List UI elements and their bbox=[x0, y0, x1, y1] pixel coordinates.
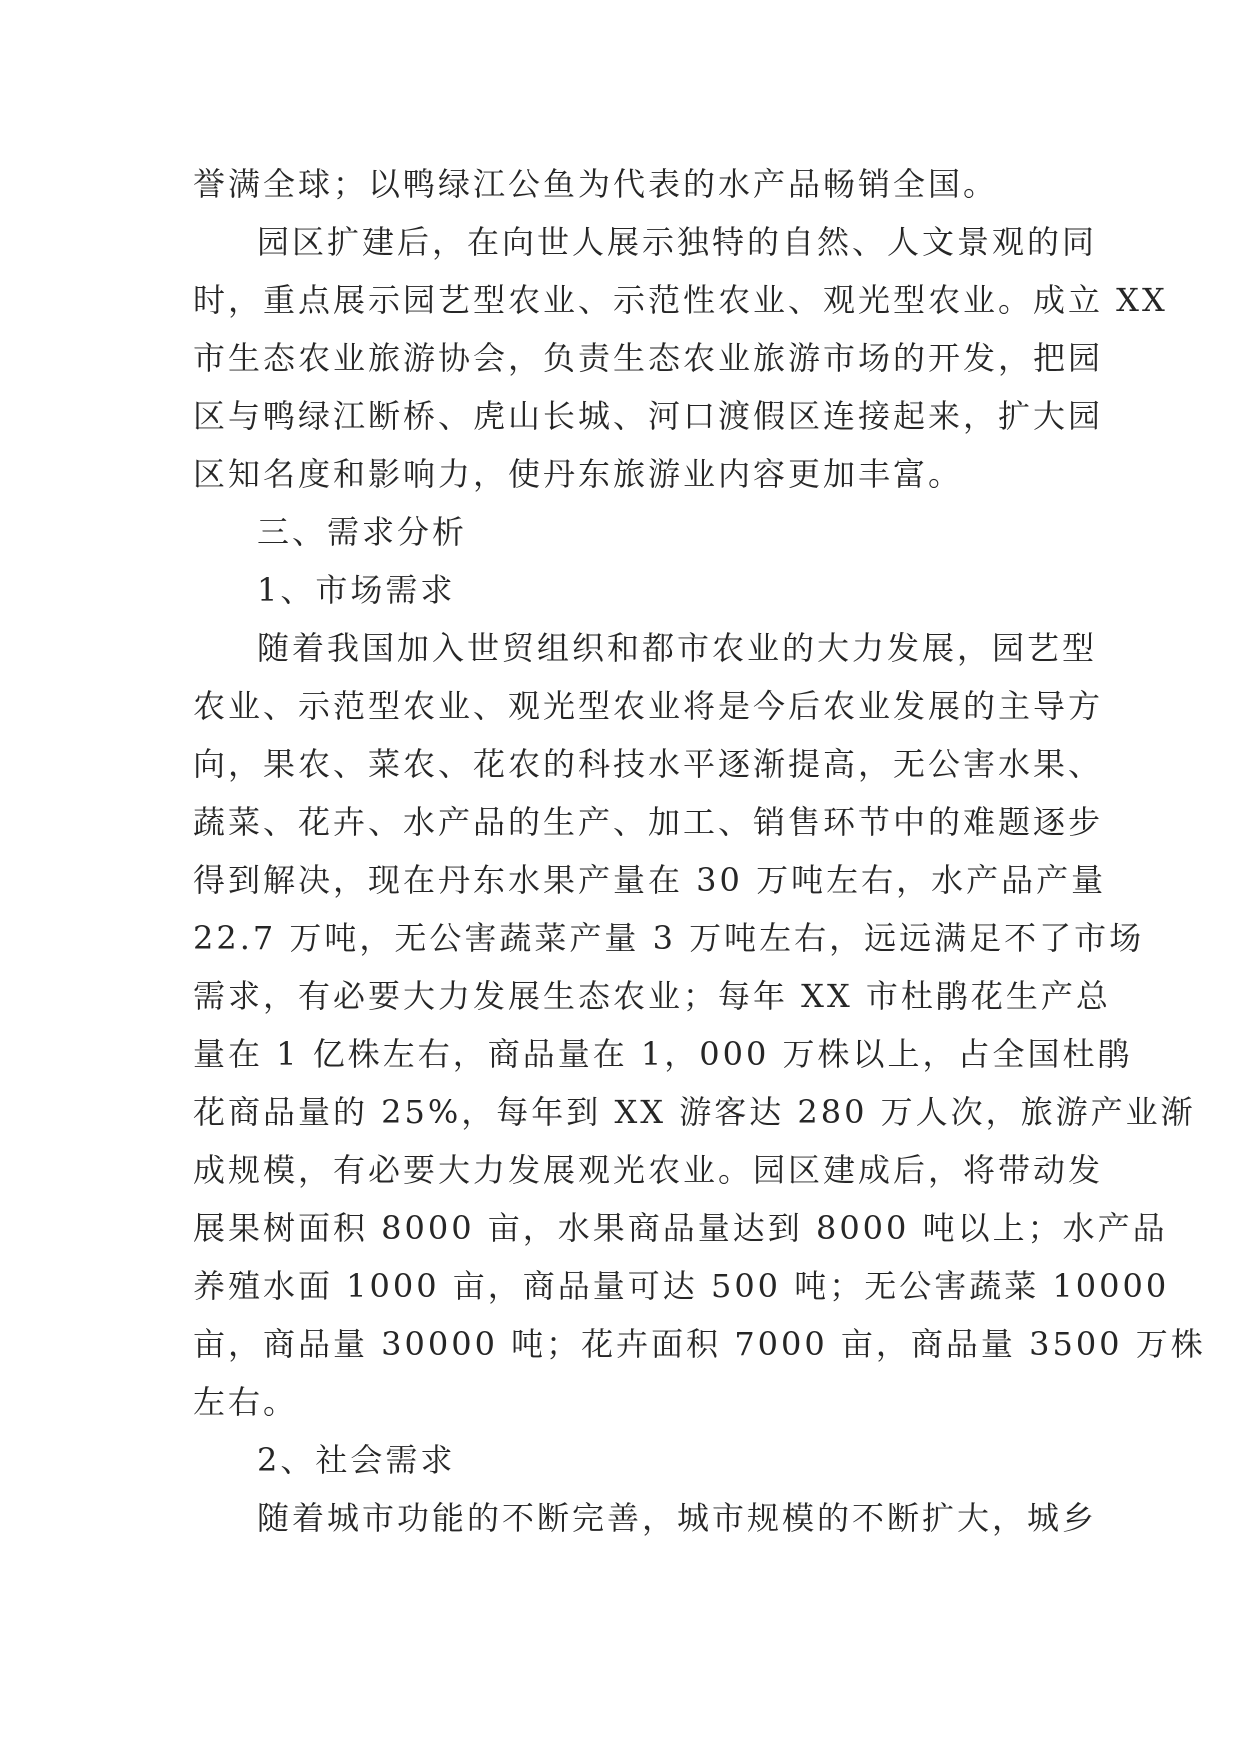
text-line: 区知名度和影响力，使丹东旅游业内容更加丰富。 bbox=[193, 455, 964, 493]
paragraph-line: 园区扩建后，在向世人展示独特的自然、人文景观的同 bbox=[257, 223, 1098, 261]
text-line: 农业、示范型农业、观光型农业将是今后农业发展的主导方 bbox=[193, 687, 1104, 725]
text-line: 区与鸭绿江断桥、虎山长城、河口渡假区连接起来，扩大园 bbox=[193, 397, 1104, 435]
section-heading: 三、需求分析 bbox=[257, 513, 468, 551]
paragraph-line: 随着我国加入世贸组织和都市农业的大力发展，园艺型 bbox=[257, 629, 1098, 667]
text-line: 成规模，有必要大力发展观光农业。园区建成后，将带动发 bbox=[193, 1151, 1104, 1189]
document-body bbox=[193, 155, 1206, 1547]
text-line: 养殖水面 1000 亩，商品量可达 500 吨；无公害蔬菜 10000 bbox=[193, 1267, 1170, 1305]
text-line: 展果树面积 8000 亩，水果商品量达到 8000 吨以上；水产品 bbox=[193, 1209, 1168, 1247]
text-line: 蔬菜、花卉、水产品的生产、加工、销售环节中的难题逐步 bbox=[193, 803, 1104, 841]
text-line: 时，重点展示园艺型农业、示范性农业、观光型农业。成立 XX bbox=[193, 281, 1168, 319]
text-line: 亩，商品量 30000 吨；花卉面积 7000 亩，商品量 3500 万株 bbox=[193, 1325, 1206, 1363]
subsection-heading: 2、社会需求 bbox=[257, 1441, 456, 1479]
text-line: 市生态农业旅游协会，负责生态农业旅游市场的开发，把园 bbox=[193, 339, 1104, 377]
paragraph-line: 随着城市功能的不断完善，城市规模的不断扩大，城乡 bbox=[257, 1499, 1098, 1537]
text-line: 誉满全球；以鸭绿江公鱼为代表的水产品畅销全国。 bbox=[193, 165, 999, 203]
text-line: 向，果农、菜农、花农的科技水平逐渐提高，无公害水果、 bbox=[193, 745, 1104, 783]
text-line: 花商品量的 25%，每年到 XX 游客达 280 万人次，旅游产业渐 bbox=[193, 1093, 1196, 1131]
text-line: 左右。 bbox=[193, 1383, 299, 1421]
text-line: 需求，有必要大力发展生态农业；每年 XX 市杜鹃花生产总 bbox=[193, 977, 1111, 1015]
text-line: 得到解决，现在丹东水果产量在 30 万吨左右，水产品产量 bbox=[193, 861, 1107, 899]
text-line: 量在 1 亿株左右，商品量在 1，000 万株以上，占全国杜鹃 bbox=[193, 1035, 1133, 1073]
subsection-heading: 1、市场需求 bbox=[257, 571, 456, 609]
text-line: 22.7 万吨，无公害蔬菜产量 3 万吨左右，远远满足不了市场 bbox=[193, 919, 1145, 957]
